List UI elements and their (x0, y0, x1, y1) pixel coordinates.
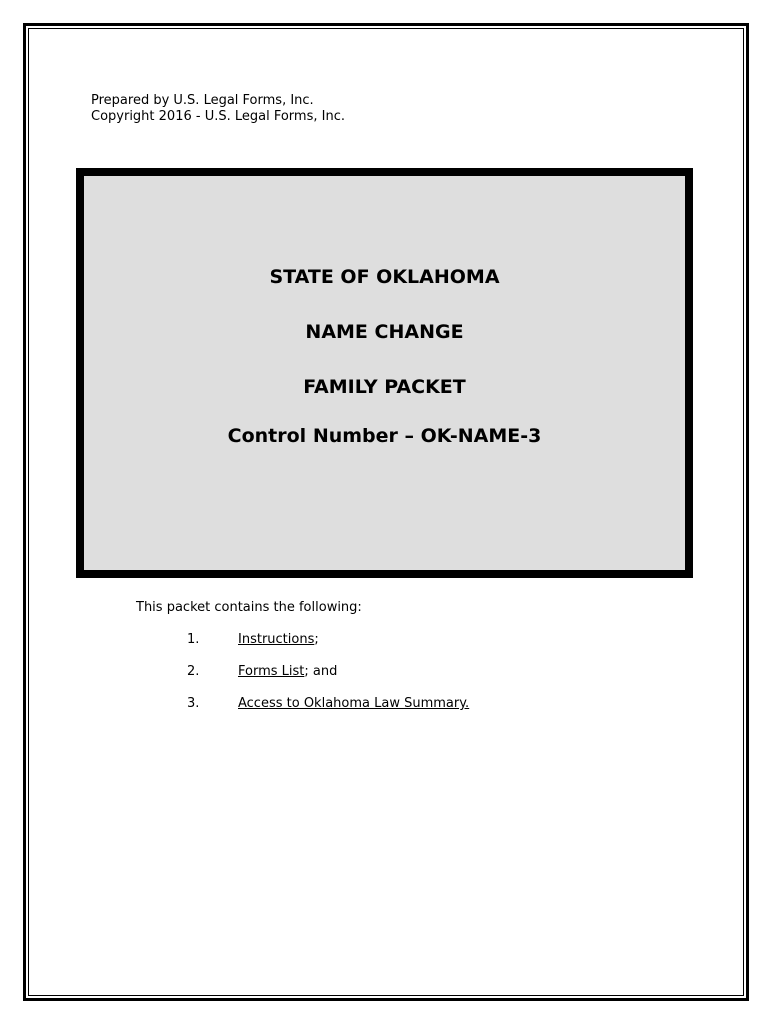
prepared-by-text: Prepared by U.S. Legal Forms, Inc. (91, 93, 314, 108)
contents-intro: This packet contains the following: (136, 600, 362, 615)
list-suffix: ; (314, 632, 319, 647)
state-title: STATE OF OKLAHOMA (269, 266, 500, 288)
family-packet-title: FAMILY PACKET (303, 376, 466, 398)
title-box (76, 168, 693, 578)
control-number-title: Control Number – OK-NAME-3 (227, 425, 542, 447)
list-number: 2. (187, 664, 200, 679)
copyright-text: Copyright 2016 - U.S. Legal Forms, Inc. (91, 109, 345, 124)
list-number: 3. (187, 696, 200, 711)
name-change-title: NAME CHANGE (305, 321, 464, 343)
list-suffix: ; and (304, 664, 338, 679)
forms-list-link[interactable]: Forms List (238, 664, 305, 679)
preparer-notice (91, 93, 345, 125)
law-summary-link[interactable]: Access to Oklahoma Law Summary. (238, 696, 470, 711)
instructions-link[interactable]: Instructions (238, 632, 315, 647)
list-number: 1. (187, 632, 200, 647)
